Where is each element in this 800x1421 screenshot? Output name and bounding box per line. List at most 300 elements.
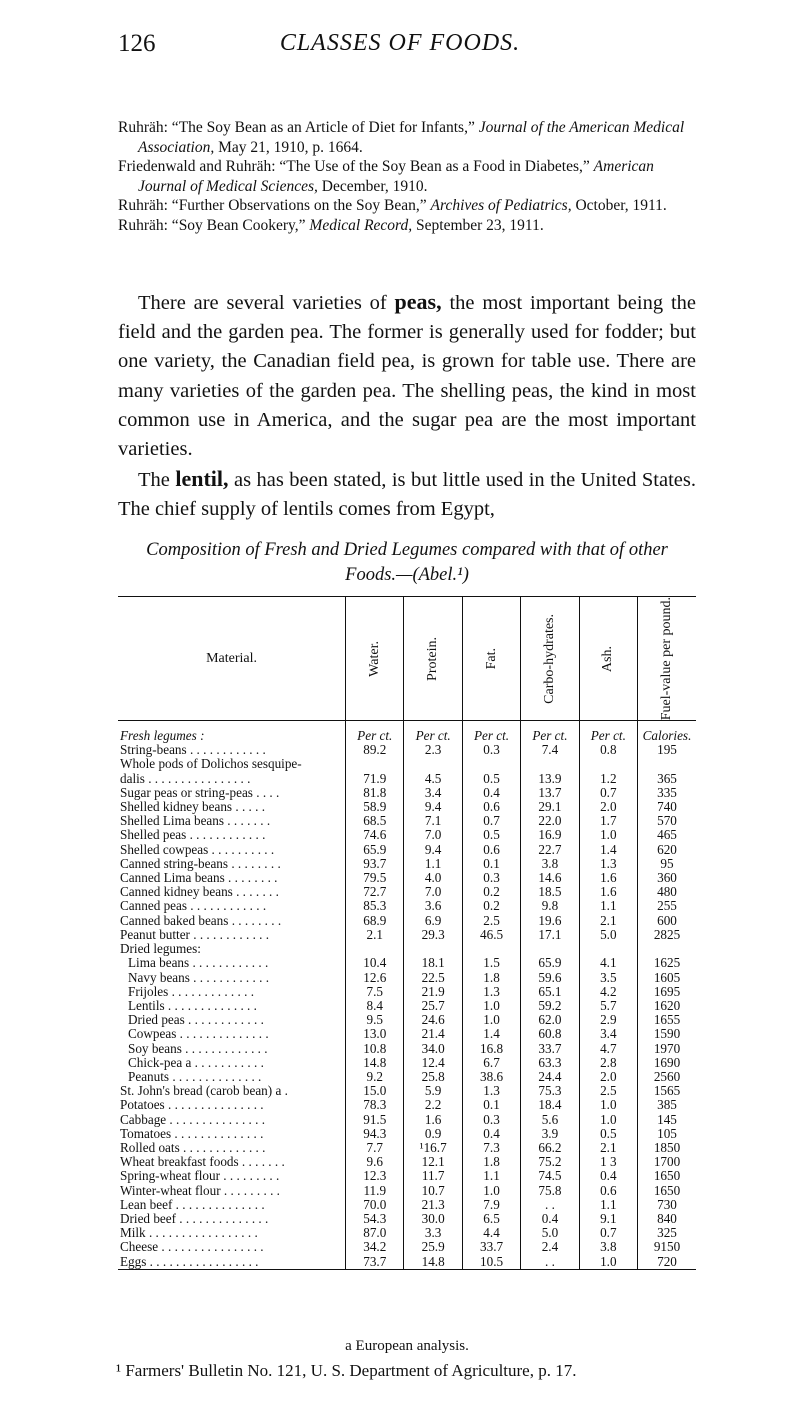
table-cell: 7.1 bbox=[404, 814, 462, 828]
table-row bbox=[118, 1169, 696, 1183]
table-cell: 18.5 bbox=[521, 885, 579, 899]
table-cell: 16.8 bbox=[462, 1042, 520, 1056]
table-cell: 25.9 bbox=[404, 1240, 462, 1254]
running-title: CLASSES OF FOODS. bbox=[279, 30, 521, 56]
table-cell: 11.7 bbox=[404, 1169, 462, 1183]
table-cell: 740 bbox=[638, 800, 696, 814]
table-cell: 0.5 bbox=[462, 828, 520, 842]
column-header-water: Water. bbox=[346, 597, 404, 721]
material-name: Peanuts . . . . . . . . . . . . . . bbox=[128, 1069, 262, 1084]
paragraph-lentil: The lentil, as has been stated, is but little used in the United States. The chief supply of lentils comes from Egypt, bbox=[118, 466, 696, 521]
table-cell: 1.1 bbox=[579, 1198, 637, 1212]
material-name: Cowpeas . . . . . . . . . . . . . . bbox=[128, 1027, 269, 1042]
table-cell: 1.0 bbox=[579, 1113, 637, 1127]
footnote-1: ¹ Farmers' Bulletin No. 121, U. S. Department of Agriculture, p. 17. bbox=[116, 1361, 577, 1380]
material-name: Peanut butter . . . . . . . . . . . . bbox=[120, 927, 270, 942]
material-name: Canned baked beans . . . . . . . . bbox=[120, 913, 282, 928]
table-row bbox=[118, 1212, 696, 1226]
table-cell: 19.6 bbox=[521, 914, 579, 928]
material-name: Soy beans . . . . . . . . . . . . . bbox=[128, 1041, 268, 1056]
reference-item: Ruhräh: “Further Observations on the Soy Bean,” Archives of Pediatrics, October, 1911. bbox=[118, 197, 667, 214]
table-cell: 0.9 bbox=[404, 1127, 462, 1141]
table-cell: 21.3 bbox=[404, 1198, 462, 1212]
table-cell: 2.0 bbox=[579, 800, 637, 814]
reference-item: Ruhräh: “The Soy Bean as an Article of Diet for Infants,” Journal of the American Medical Association, May 21, 1910, p. 1664. bbox=[118, 119, 685, 156]
table-cell: 9.4 bbox=[404, 843, 462, 857]
table-cell: 5.0 bbox=[521, 1226, 579, 1240]
table-cell: 1.0 bbox=[462, 999, 520, 1013]
table-cell: 17.1 bbox=[521, 928, 579, 942]
table-cell: 0.5 bbox=[579, 1127, 637, 1141]
table-row bbox=[118, 956, 696, 970]
material-name: Shelled cowpeas . . . . . . . . . . bbox=[120, 842, 275, 857]
footnote-a: a European analysis. bbox=[345, 1338, 469, 1354]
material-name: Shelled Lima beans . . . . . . . bbox=[120, 814, 271, 829]
table-cell: 9.4 bbox=[404, 800, 462, 814]
table-cell: 14.6 bbox=[521, 871, 579, 885]
table-row bbox=[118, 1113, 696, 1127]
table-cell: 10.7 bbox=[404, 1184, 462, 1198]
table-cell: 385 bbox=[638, 1098, 696, 1112]
table-cell: 0.1 bbox=[462, 857, 520, 871]
table-cell: 81.8 bbox=[346, 786, 404, 800]
table-cell: 14.8 bbox=[346, 1056, 404, 1070]
table-cell: 65.1 bbox=[521, 985, 579, 999]
table-cell: 18.1 bbox=[404, 956, 462, 970]
table-cell: 360 bbox=[638, 871, 696, 885]
table-cell: 72.7 bbox=[346, 885, 404, 899]
table-cell: 1850 bbox=[638, 1141, 696, 1155]
table-caption bbox=[118, 538, 696, 588]
caption-line-1: Composition of Fresh and Dried Legumes compared with that of other bbox=[146, 540, 668, 560]
group-row bbox=[118, 942, 696, 956]
table-cell: 13.7 bbox=[521, 786, 579, 800]
material-name: Navy beans . . . . . . . . . . . . bbox=[128, 970, 270, 985]
table-row bbox=[118, 843, 696, 857]
table-row bbox=[118, 1127, 696, 1141]
material-name: Lentils . . . . . . . . . . . . . . bbox=[128, 998, 257, 1013]
table-cell: 9150 bbox=[638, 1240, 696, 1254]
table-cell: 0.4 bbox=[462, 786, 520, 800]
table-cell: 75.3 bbox=[521, 1084, 579, 1098]
table-cell: 7.9 bbox=[462, 1198, 520, 1212]
table-cell: 0.6 bbox=[579, 1184, 637, 1198]
material-name: Canned peas . . . . . . . . . . . . bbox=[120, 899, 267, 914]
table-cell: 195 bbox=[638, 743, 696, 757]
table-cell: 1695 bbox=[638, 985, 696, 999]
table-cell: 46.5 bbox=[462, 928, 520, 942]
table-cell: 1.0 bbox=[579, 1098, 637, 1112]
table-cell: 11.9 bbox=[346, 1184, 404, 1198]
table-cell: 7.7 bbox=[346, 1141, 404, 1155]
table-cell: 68.9 bbox=[346, 914, 404, 928]
table-row bbox=[118, 1070, 696, 1084]
table-cell: 0.3 bbox=[462, 1113, 520, 1127]
table-row bbox=[118, 772, 696, 786]
table-cell: 6.7 bbox=[462, 1056, 520, 1070]
table-cell: 1620 bbox=[638, 999, 696, 1013]
table-row bbox=[118, 814, 696, 828]
table-cell: 59.2 bbox=[521, 999, 579, 1013]
material-name: Tomatoes . . . . . . . . . . . . . . bbox=[120, 1126, 264, 1141]
table-cell: 0.3 bbox=[462, 871, 520, 885]
table-cell: 12.6 bbox=[346, 971, 404, 985]
table-cell: 1.0 bbox=[579, 1255, 637, 1270]
table-row bbox=[118, 1042, 696, 1056]
column-header-fuel-value: Fuel-value per pound. bbox=[638, 597, 696, 721]
table-cell: 1.2 bbox=[579, 772, 637, 786]
table-cell: 9.6 bbox=[346, 1155, 404, 1169]
table-row bbox=[118, 757, 696, 771]
footnotes bbox=[118, 1338, 696, 1381]
table-cell: 16.9 bbox=[521, 828, 579, 842]
table-cell: 6.9 bbox=[404, 914, 462, 928]
table-row bbox=[118, 1184, 696, 1198]
table-cell: 13.9 bbox=[521, 772, 579, 786]
table-row bbox=[118, 985, 696, 999]
table-cell: 63.3 bbox=[521, 1056, 579, 1070]
table-cell: 4.2 bbox=[579, 985, 637, 999]
table-cell: 0.1 bbox=[462, 1098, 520, 1112]
table-cell: 0.8 bbox=[579, 743, 637, 757]
table-cell: 21.4 bbox=[404, 1027, 462, 1041]
table-cell: 60.8 bbox=[521, 1027, 579, 1041]
material-name: St. John's bread (carob bean) a . bbox=[120, 1084, 288, 1099]
table-cell: 58.9 bbox=[346, 800, 404, 814]
reference-item: Friedenwald and Ruhräh: “The Use of the Soy Bean as a Food in Diabetes,” American Journal of Medical Sciences, December, 1910. bbox=[118, 158, 654, 195]
column-header-protein: Protein. bbox=[404, 597, 462, 721]
table-cell: 2.0 bbox=[579, 1070, 637, 1084]
page-header bbox=[118, 30, 682, 60]
table-cell: . . bbox=[521, 1198, 579, 1212]
material-name: Spring-wheat flour . . . . . . . . . bbox=[120, 1169, 280, 1184]
material-name: Milk . . . . . . . . . . . . . . . . . bbox=[120, 1226, 258, 1241]
table-row bbox=[118, 743, 696, 757]
table-row bbox=[118, 971, 696, 985]
material-name: Shelled kidney beans . . . . . bbox=[120, 800, 266, 815]
table-body bbox=[118, 721, 696, 1270]
table-cell: 0.7 bbox=[579, 786, 637, 800]
term-peas: peas, bbox=[394, 289, 442, 314]
table-cell: 1.6 bbox=[404, 1113, 462, 1127]
table-cell: 7.4 bbox=[521, 743, 579, 757]
table-cell: 29.3 bbox=[404, 928, 462, 942]
table-cell: 1.1 bbox=[404, 857, 462, 871]
table-cell: 75.8 bbox=[521, 1184, 579, 1198]
table-cell: 2.4 bbox=[521, 1240, 579, 1254]
table-cell: 7.0 bbox=[404, 885, 462, 899]
table-cell: 730 bbox=[638, 1198, 696, 1212]
table-cell: 4.4 bbox=[462, 1226, 520, 1240]
table-row bbox=[118, 1155, 696, 1169]
table-cell: 2.3 bbox=[404, 743, 462, 757]
table-cell: 70.0 bbox=[346, 1198, 404, 1212]
material-name: Eggs . . . . . . . . . . . . . . . . . bbox=[118, 1255, 346, 1270]
table-cell: 10.5 bbox=[462, 1255, 520, 1270]
table-cell: 840 bbox=[638, 1212, 696, 1226]
page-number: 126 bbox=[118, 30, 156, 57]
table-cell: 0.2 bbox=[462, 885, 520, 899]
term-lentil: lentil, bbox=[175, 466, 229, 492]
table-cell bbox=[521, 757, 579, 771]
table-cell: 12.1 bbox=[404, 1155, 462, 1169]
table-cell: 33.7 bbox=[521, 1042, 579, 1056]
table-cell: 65.9 bbox=[521, 956, 579, 970]
table-cell: 14.8 bbox=[404, 1255, 462, 1270]
table-cell: 3.4 bbox=[404, 786, 462, 800]
table-cell: 25.8 bbox=[404, 1070, 462, 1084]
table-cell: 15.0 bbox=[346, 1084, 404, 1098]
material-name: Potatoes . . . . . . . . . . . . . . . bbox=[120, 1098, 264, 1113]
table-cell: 22.0 bbox=[521, 814, 579, 828]
table-row bbox=[118, 1198, 696, 1212]
table-cell: 1.6 bbox=[579, 885, 637, 899]
column-header-carbohydrates: Carbo-hydrates. bbox=[521, 597, 579, 721]
table-cell: 12.3 bbox=[346, 1169, 404, 1183]
table-cell: 7.3 bbox=[462, 1141, 520, 1155]
table-cell: 2.2 bbox=[404, 1098, 462, 1112]
table-cell: 3.6 bbox=[404, 899, 462, 913]
table-cell: 1.3 bbox=[462, 1084, 520, 1098]
table-cell: . . bbox=[521, 1255, 579, 1270]
table-cell: 3.8 bbox=[579, 1240, 637, 1254]
units-row: Fresh legumes : Per ct. Per ct. Per ct. Per ct. Per ct. Calories. bbox=[118, 721, 696, 744]
table-cell: 1.3 bbox=[579, 857, 637, 871]
table-cell: 1.5 bbox=[462, 956, 520, 970]
table-cell: 1.4 bbox=[579, 843, 637, 857]
material-name: Shelled peas . . . . . . . . . . . . bbox=[120, 828, 266, 843]
table-cell: 66.2 bbox=[521, 1141, 579, 1155]
table-cell: 85.3 bbox=[346, 899, 404, 913]
group-label: Dried legumes: bbox=[120, 942, 201, 957]
table-row bbox=[118, 885, 696, 899]
table-cell: 1.0 bbox=[462, 1013, 520, 1027]
table-cell: 9.2 bbox=[346, 1070, 404, 1084]
table-cell: 91.5 bbox=[346, 1113, 404, 1127]
table-cell: 4.1 bbox=[579, 956, 637, 970]
table-cell: 68.5 bbox=[346, 814, 404, 828]
table-cell: 1655 bbox=[638, 1013, 696, 1027]
table-cell: 0.7 bbox=[462, 814, 520, 828]
table-cell: 22.5 bbox=[404, 971, 462, 985]
table-cell: 74.6 bbox=[346, 828, 404, 842]
table-cell: 335 bbox=[638, 786, 696, 800]
material-name: Canned Lima beans . . . . . . . . bbox=[120, 871, 278, 886]
table-cell: 0.4 bbox=[462, 1127, 520, 1141]
table-cell: 2825 bbox=[638, 928, 696, 942]
table-row bbox=[118, 1084, 696, 1098]
table-row bbox=[118, 1056, 696, 1070]
table-cell: 465 bbox=[638, 828, 696, 842]
table-cell: 1970 bbox=[638, 1042, 696, 1056]
table-row bbox=[118, 1240, 696, 1254]
table-cell: 1590 bbox=[638, 1027, 696, 1041]
table-cell: 29.1 bbox=[521, 800, 579, 814]
material-name: Dried beef . . . . . . . . . . . . . . bbox=[120, 1211, 269, 1226]
body-text bbox=[118, 287, 696, 525]
table-cell: 2.1 bbox=[579, 914, 637, 928]
table-cell: 0.7 bbox=[579, 1226, 637, 1240]
table-cell: 94.3 bbox=[346, 1127, 404, 1141]
table-cell: 78.3 bbox=[346, 1098, 404, 1112]
table-cell: 2560 bbox=[638, 1070, 696, 1084]
table-cell: 5.9 bbox=[404, 1084, 462, 1098]
table-cell: 79.5 bbox=[346, 871, 404, 885]
material-name: Wheat breakfast foods . . . . . . . bbox=[120, 1155, 285, 1170]
table-cell: 62.0 bbox=[521, 1013, 579, 1027]
table-cell: 600 bbox=[638, 914, 696, 928]
table-cell: 1.1 bbox=[579, 899, 637, 913]
table-row bbox=[118, 871, 696, 885]
table-cell: 21.9 bbox=[404, 985, 462, 999]
material-name: Lean beef . . . . . . . . . . . . . . bbox=[120, 1197, 265, 1212]
table-cell: 5.0 bbox=[579, 928, 637, 942]
table-cell: 1700 bbox=[638, 1155, 696, 1169]
table-cell bbox=[462, 757, 520, 771]
table-row bbox=[118, 800, 696, 814]
table-cell: 34.2 bbox=[346, 1240, 404, 1254]
table-cell: 570 bbox=[638, 814, 696, 828]
material-name: Winter-wheat flour . . . . . . . . . bbox=[120, 1183, 280, 1198]
table-cell: ¹16.7 bbox=[404, 1141, 462, 1155]
table-cell: 2.5 bbox=[462, 914, 520, 928]
references bbox=[118, 118, 688, 235]
table-cell: 1650 bbox=[638, 1169, 696, 1183]
table-cell: 1690 bbox=[638, 1056, 696, 1070]
table-cell: 2.1 bbox=[346, 928, 404, 942]
material-name: Canned string-beans . . . . . . . . bbox=[120, 856, 281, 871]
material-name: Lima beans . . . . . . . . . . . . bbox=[128, 956, 269, 971]
table-cell: 1650 bbox=[638, 1184, 696, 1198]
table-cell: 0.6 bbox=[462, 800, 520, 814]
table-row bbox=[118, 1255, 696, 1270]
table-cell: 1.4 bbox=[462, 1027, 520, 1041]
table-cell: 12.4 bbox=[404, 1056, 462, 1070]
table-cell bbox=[638, 757, 696, 771]
table-cell: 1.0 bbox=[579, 828, 637, 842]
table-cell: 1565 bbox=[638, 1084, 696, 1098]
table-cell: 3.4 bbox=[579, 1027, 637, 1041]
table-cell: 74.5 bbox=[521, 1169, 579, 1183]
table-cell: 7.5 bbox=[346, 985, 404, 999]
table-cell: 145 bbox=[638, 1113, 696, 1127]
table-cell: 1.7 bbox=[579, 814, 637, 828]
material-name: String-beans . . . . . . . . . . . . bbox=[120, 743, 266, 758]
material-name: Sugar peas or string-peas . . . . bbox=[120, 785, 280, 800]
table-cell: 75.2 bbox=[521, 1155, 579, 1169]
table-cell: 1 3 bbox=[579, 1155, 637, 1169]
table-cell: 93.7 bbox=[346, 857, 404, 871]
table-row bbox=[118, 1141, 696, 1155]
table-cell: 5.7 bbox=[579, 999, 637, 1013]
table-cell: 2.1 bbox=[579, 1141, 637, 1155]
reference-item: Ruhräh: “Soy Bean Cookery,” Medical Record, September 23, 1911. bbox=[118, 216, 544, 234]
table-cell: 9.8 bbox=[521, 899, 579, 913]
table-cell: 73.7 bbox=[346, 1255, 404, 1270]
table-cell: 3.3 bbox=[404, 1226, 462, 1240]
column-header-fat: Fat. bbox=[462, 597, 520, 721]
table-cell: 13.0 bbox=[346, 1027, 404, 1041]
table-cell: 365 bbox=[638, 772, 696, 786]
table-cell: 3.5 bbox=[579, 971, 637, 985]
table-cell: 25.7 bbox=[404, 999, 462, 1013]
table-cell: 24.6 bbox=[404, 1013, 462, 1027]
table-row bbox=[118, 1226, 696, 1240]
table-row bbox=[118, 914, 696, 928]
table-cell: 2.8 bbox=[579, 1056, 637, 1070]
table-row bbox=[118, 828, 696, 842]
table-cell: 9.1 bbox=[579, 1212, 637, 1226]
table-row bbox=[118, 1013, 696, 1027]
table-cell: 5.6 bbox=[521, 1113, 579, 1127]
table-cell: 255 bbox=[638, 899, 696, 913]
material-name: Rolled oats . . . . . . . . . . . . . bbox=[120, 1140, 266, 1155]
table-row bbox=[118, 1027, 696, 1041]
caption-line-2: Foods.—(Abel.¹) bbox=[345, 565, 469, 585]
table-cell: 9.5 bbox=[346, 1013, 404, 1027]
material-name: Dried peas . . . . . . . . . . . . bbox=[128, 1013, 264, 1028]
table-cell: 1.3 bbox=[462, 985, 520, 999]
table-cell: 1.1 bbox=[462, 1169, 520, 1183]
table-cell: 1605 bbox=[638, 971, 696, 985]
column-header-material: Material. bbox=[118, 597, 346, 721]
table-cell: 0.4 bbox=[579, 1169, 637, 1183]
table-cell: 33.7 bbox=[462, 1240, 520, 1254]
table-cell: 30.0 bbox=[404, 1212, 462, 1226]
table-cell: 2.9 bbox=[579, 1013, 637, 1027]
table-cell: 720 bbox=[638, 1255, 696, 1270]
table-cell: 38.6 bbox=[462, 1070, 520, 1084]
table-cell: 0.4 bbox=[521, 1212, 579, 1226]
table-cell: 59.6 bbox=[521, 971, 579, 985]
table-cell: 1.6 bbox=[579, 871, 637, 885]
table-cell: 4.0 bbox=[404, 871, 462, 885]
table-cell: 3.9 bbox=[521, 1127, 579, 1141]
table-cell: 620 bbox=[638, 843, 696, 857]
table-cell: 87.0 bbox=[346, 1226, 404, 1240]
table-cell: 24.4 bbox=[521, 1070, 579, 1084]
table-cell: 1.8 bbox=[462, 1155, 520, 1169]
table-row bbox=[118, 1098, 696, 1112]
table-cell: 0.5 bbox=[462, 772, 520, 786]
table-cell: 0.3 bbox=[462, 743, 520, 757]
table-cell: 22.7 bbox=[521, 843, 579, 857]
table-cell: 480 bbox=[638, 885, 696, 899]
table-cell bbox=[579, 757, 637, 771]
table-cell: 7.0 bbox=[404, 828, 462, 842]
column-header-ash: Ash. bbox=[579, 597, 637, 721]
table-cell: 1.8 bbox=[462, 971, 520, 985]
table-cell: 54.3 bbox=[346, 1212, 404, 1226]
table-cell: 2.5 bbox=[579, 1084, 637, 1098]
table-cell: 0.2 bbox=[462, 899, 520, 913]
table-cell: 95 bbox=[638, 857, 696, 871]
table-row bbox=[118, 928, 696, 942]
table-cell: 10.4 bbox=[346, 956, 404, 970]
table-cell: 71.9 bbox=[346, 772, 404, 786]
material-name: Frijoles . . . . . . . . . . . . . bbox=[128, 984, 255, 999]
material-name: Cheese . . . . . . . . . . . . . . . . bbox=[120, 1240, 264, 1255]
material-name: Whole pods of Dolichos sesquipe- bbox=[120, 757, 302, 772]
composition-table bbox=[118, 596, 696, 1270]
material-name: dalis . . . . . . . . . . . . . . . . bbox=[120, 771, 251, 786]
material-name: Cabbage . . . . . . . . . . . . . . . bbox=[120, 1112, 266, 1127]
table-cell: 1.0 bbox=[462, 1184, 520, 1198]
table-cell: 1625 bbox=[638, 956, 696, 970]
table-cell: 10.8 bbox=[346, 1042, 404, 1056]
table-cell bbox=[346, 757, 404, 771]
paragraph-peas: There are several varieties of peas, the most important being the field and the garden pea. The former is generally used for fodder; but one variety, the Canadian field pea, is grown for table use. There are many varieties of the garden pea. The shelling peas, the kind in most common use in America, and the sugar pea are the most important varieties. bbox=[118, 289, 696, 461]
